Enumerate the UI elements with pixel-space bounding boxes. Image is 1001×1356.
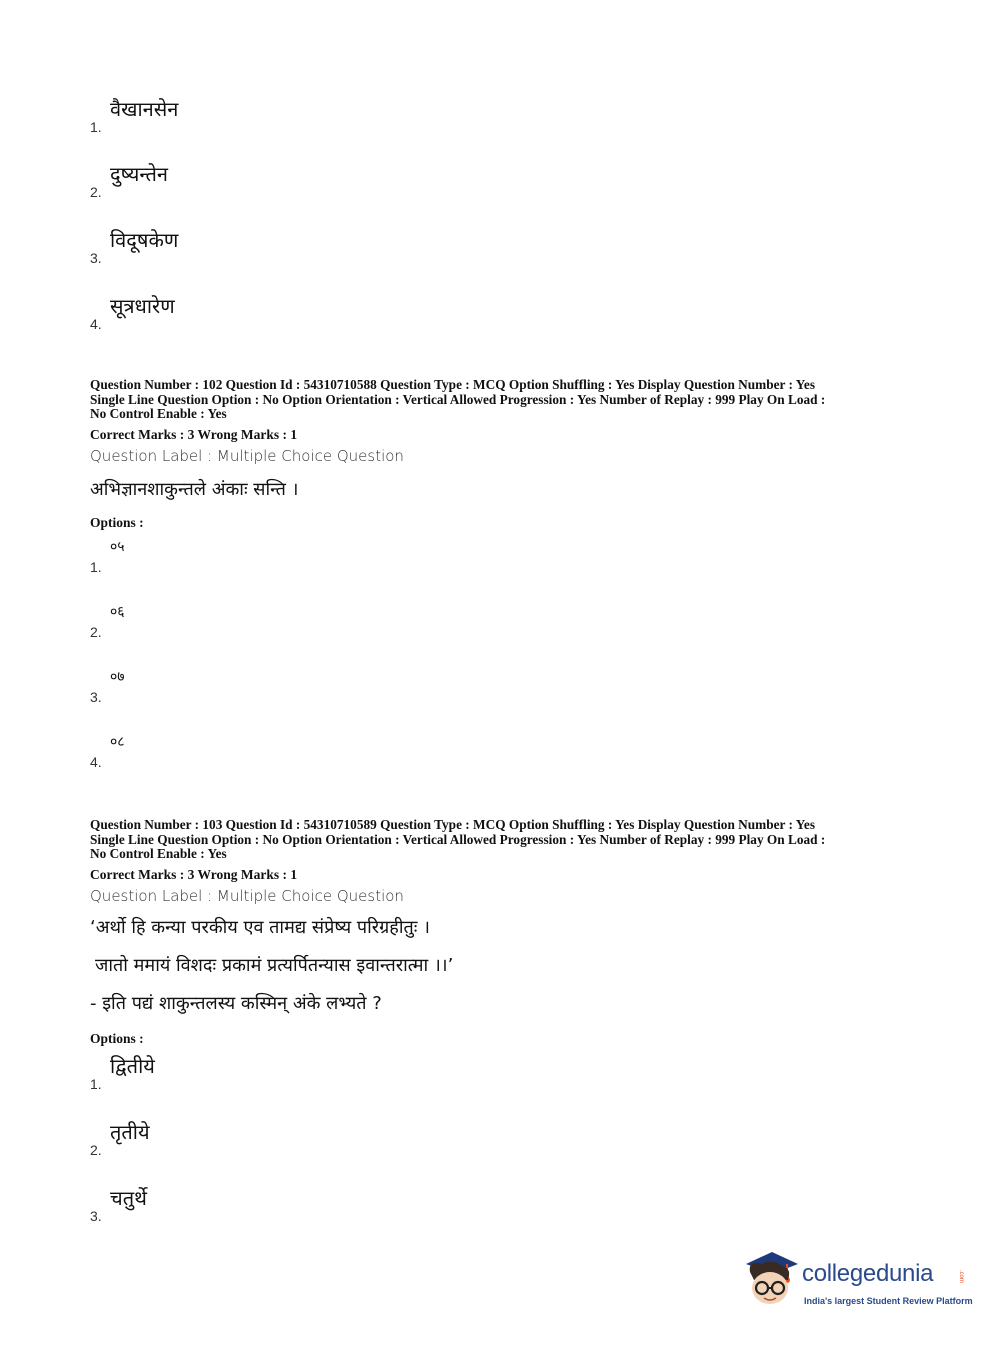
option-number: 1. (90, 1076, 102, 1092)
option-number: 3. (90, 689, 102, 705)
q103-question-line-3: - इति पद्यं शाकुन्तलस्य कस्मिन् अंके लभ्यते ? (90, 993, 382, 1014)
option-text: सूत्रधारेण (110, 294, 175, 318)
q103-marks: Correct Marks : 3 Wrong Marks : 1 (90, 867, 298, 882)
logo-suffix: .com (958, 1270, 964, 1284)
q102-options-heading: Options : (90, 515, 144, 530)
option-number: 4. (90, 754, 102, 770)
q102-option-4 (90, 730, 490, 770)
q102-option-1 (90, 535, 490, 575)
q103-option-1 (90, 1052, 490, 1092)
option-number: 2. (90, 624, 102, 640)
q103-metadata (90, 818, 910, 862)
option-number: 3. (90, 1208, 102, 1224)
meta-line: Question Number : 103 Question Id : 54310710589 Question Type : MCQ Option Shuffling : Yes Display Question Number : Yes (90, 817, 815, 832)
meta-line: No Control Enable : Yes (90, 406, 227, 421)
q103-label: Question Label : Multiple Choice Question (90, 887, 404, 905)
q102-label: Question Label : Multiple Choice Question (90, 447, 404, 465)
option-number: 3. (90, 250, 102, 266)
q102-option-3 (90, 665, 490, 705)
q103-option-2 (90, 1118, 490, 1158)
q103-question-line-2: जातो ममायं विशदः प्रकामं प्रत्यर्पितन्यास इवान्तरात्मा ।।’ (95, 955, 454, 976)
option-text: वैखानसेन (110, 97, 179, 121)
q102-question: अभिज्ञानशाकुन्तले अंकाः सन्ति । (90, 479, 299, 500)
prev-option-3 (90, 226, 490, 266)
option-text: ०६ (110, 604, 125, 620)
graduate-mascot-icon (742, 1250, 800, 1312)
q103-option-3 (90, 1184, 490, 1224)
meta-line: No Control Enable : Yes (90, 846, 227, 861)
prev-option-2 (90, 160, 490, 200)
option-text: दुष्यन्तेन (110, 162, 168, 186)
option-text: चतुर्थे (110, 1186, 147, 1210)
option-text: द्वितीये (110, 1054, 155, 1078)
meta-line: Single Line Question Option : No Option Orientation : Vertical Allowed Progression : Yes Number of Replay : 999 Play On Load : (90, 391, 826, 407)
option-number: 4. (90, 316, 102, 332)
meta-line: Question Number : 102 Question Id : 54310710588 Question Type : MCQ Option Shuffling : Yes Display Question Number : Yes (90, 377, 815, 392)
meta-line: Single Line Question Option : No Option Orientation : Vertical Allowed Progression : Yes Number of Replay : 999 Play On Load : (90, 831, 826, 847)
prev-option-4 (90, 292, 490, 332)
logo-tagline: India's largest Student Review Platform (804, 1296, 973, 1306)
option-text: ०५ (110, 539, 125, 555)
option-number: 2. (90, 184, 102, 200)
q103-options-heading: Options : (90, 1031, 144, 1046)
q102-option-2 (90, 600, 490, 640)
q102-metadata (90, 378, 910, 422)
q102-marks: Correct Marks : 3 Wrong Marks : 1 (90, 427, 298, 442)
q103-question-line-1: ‘अर्थो हि कन्या परकीय एव तामद्य संप्रेष्य परिग्रहीतुः । (90, 917, 430, 938)
option-number: 1. (90, 559, 102, 575)
option-number: 1. (90, 119, 102, 135)
option-text: ०८ (110, 734, 125, 750)
prev-option-1 (90, 95, 490, 135)
option-number: 2. (90, 1142, 102, 1158)
option-text: ०७ (110, 669, 125, 685)
collegedunia-logo (742, 1250, 972, 1320)
logo-wordmark: collegedunia (802, 1260, 934, 1287)
option-text: तृतीये (110, 1120, 150, 1144)
option-text: विदूषकेण (110, 228, 179, 252)
